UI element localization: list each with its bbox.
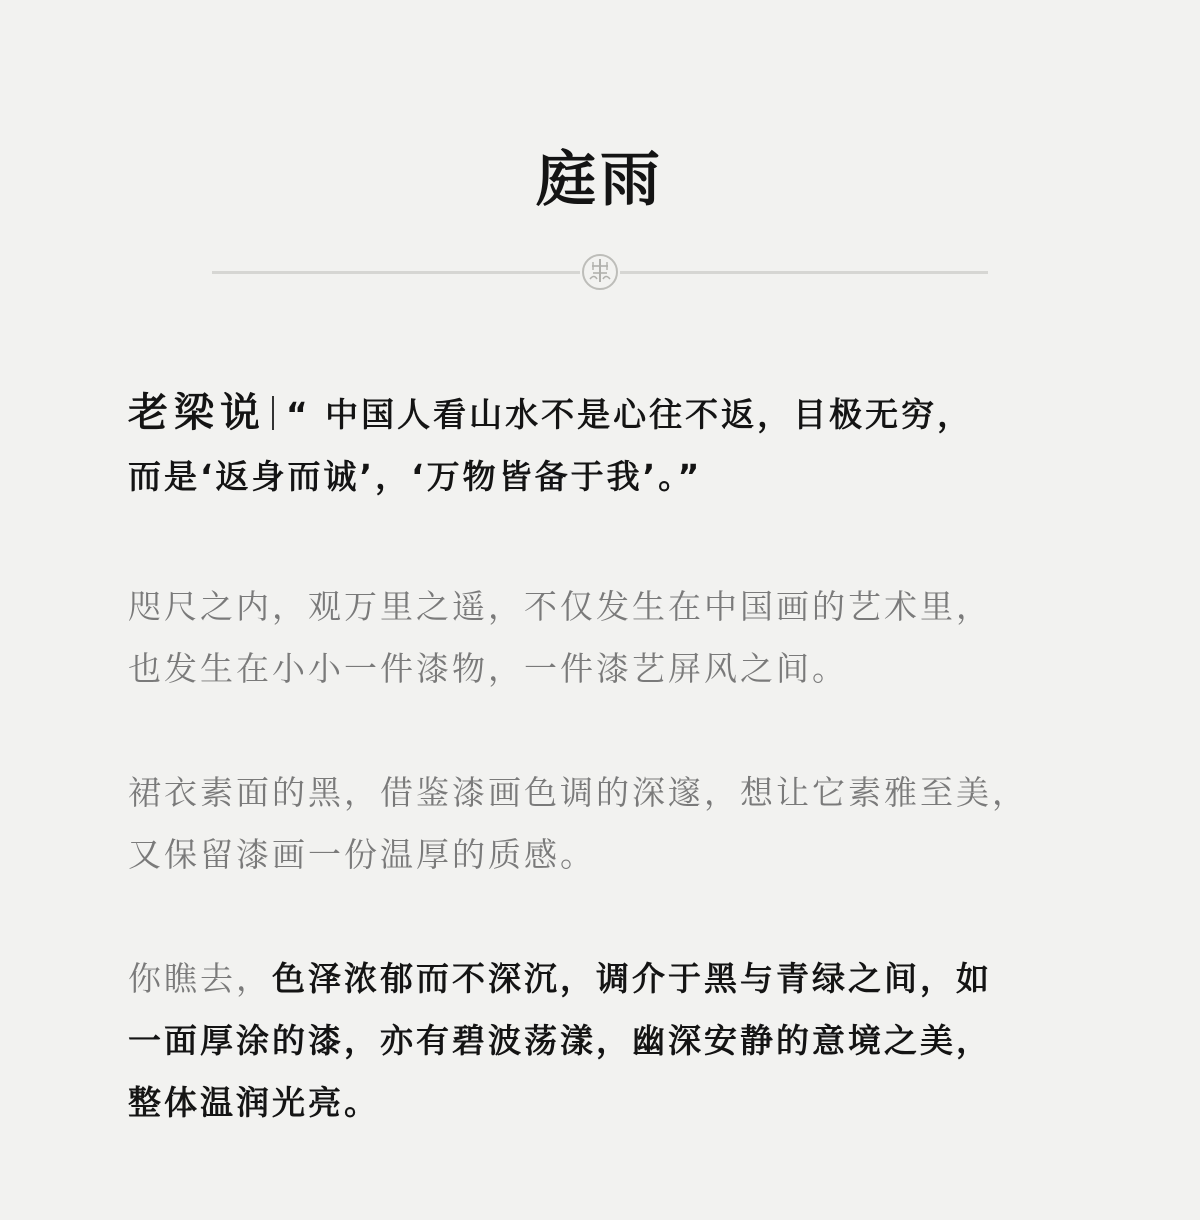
paragraph-4-line-3: 整体温润光亮。 <box>128 1083 380 1122</box>
paragraph-4-emphasis: 色泽浓郁而不深沉，调介于黑与青绿之间，如 <box>272 959 992 998</box>
paragraph-2-line-2: 也发生在小小一件漆物，一件漆艺屏风之间。 <box>128 649 848 688</box>
quote-separator <box>272 396 274 430</box>
paragraph-3-line-1: 裙衣素面的黑，借鉴漆画色调的深邃，想让它素雅至美， <box>128 773 1028 812</box>
article-body <box>128 382 1088 1134</box>
quote-text-1: “ 中国人看山水不是心往不返，目极无穷， <box>286 395 974 434</box>
paragraph-3-line-2: 又保留漆画一份温厚的质感。 <box>128 835 596 874</box>
paragraph-2-line-1: 咫尺之内，观万里之遥，不仅发生在中国画的艺术里， <box>128 587 992 626</box>
paragraph-4-line-1 <box>128 948 1088 1010</box>
seal-stamp-icon <box>580 252 620 292</box>
quote-line-1 <box>128 382 1088 446</box>
quote-block <box>128 382 1088 508</box>
page-title: 庭雨 <box>536 145 664 215</box>
paragraph-4-line-2: 一面厚涂的漆，亦有碧波荡漾，幽深安静的意境之美， <box>128 1021 992 1060</box>
quote-line-2: 而是‘返身而诚’，‘万物皆备于我’。” <box>128 457 703 496</box>
paragraph-3 <box>128 762 1088 886</box>
paragraph-2 <box>128 576 1088 700</box>
title-divider <box>212 252 988 292</box>
quote-speaker: 老梁说 <box>128 390 266 436</box>
paragraph-4-lead: 你瞧去， <box>128 959 272 998</box>
paragraph-4 <box>128 948 1088 1134</box>
